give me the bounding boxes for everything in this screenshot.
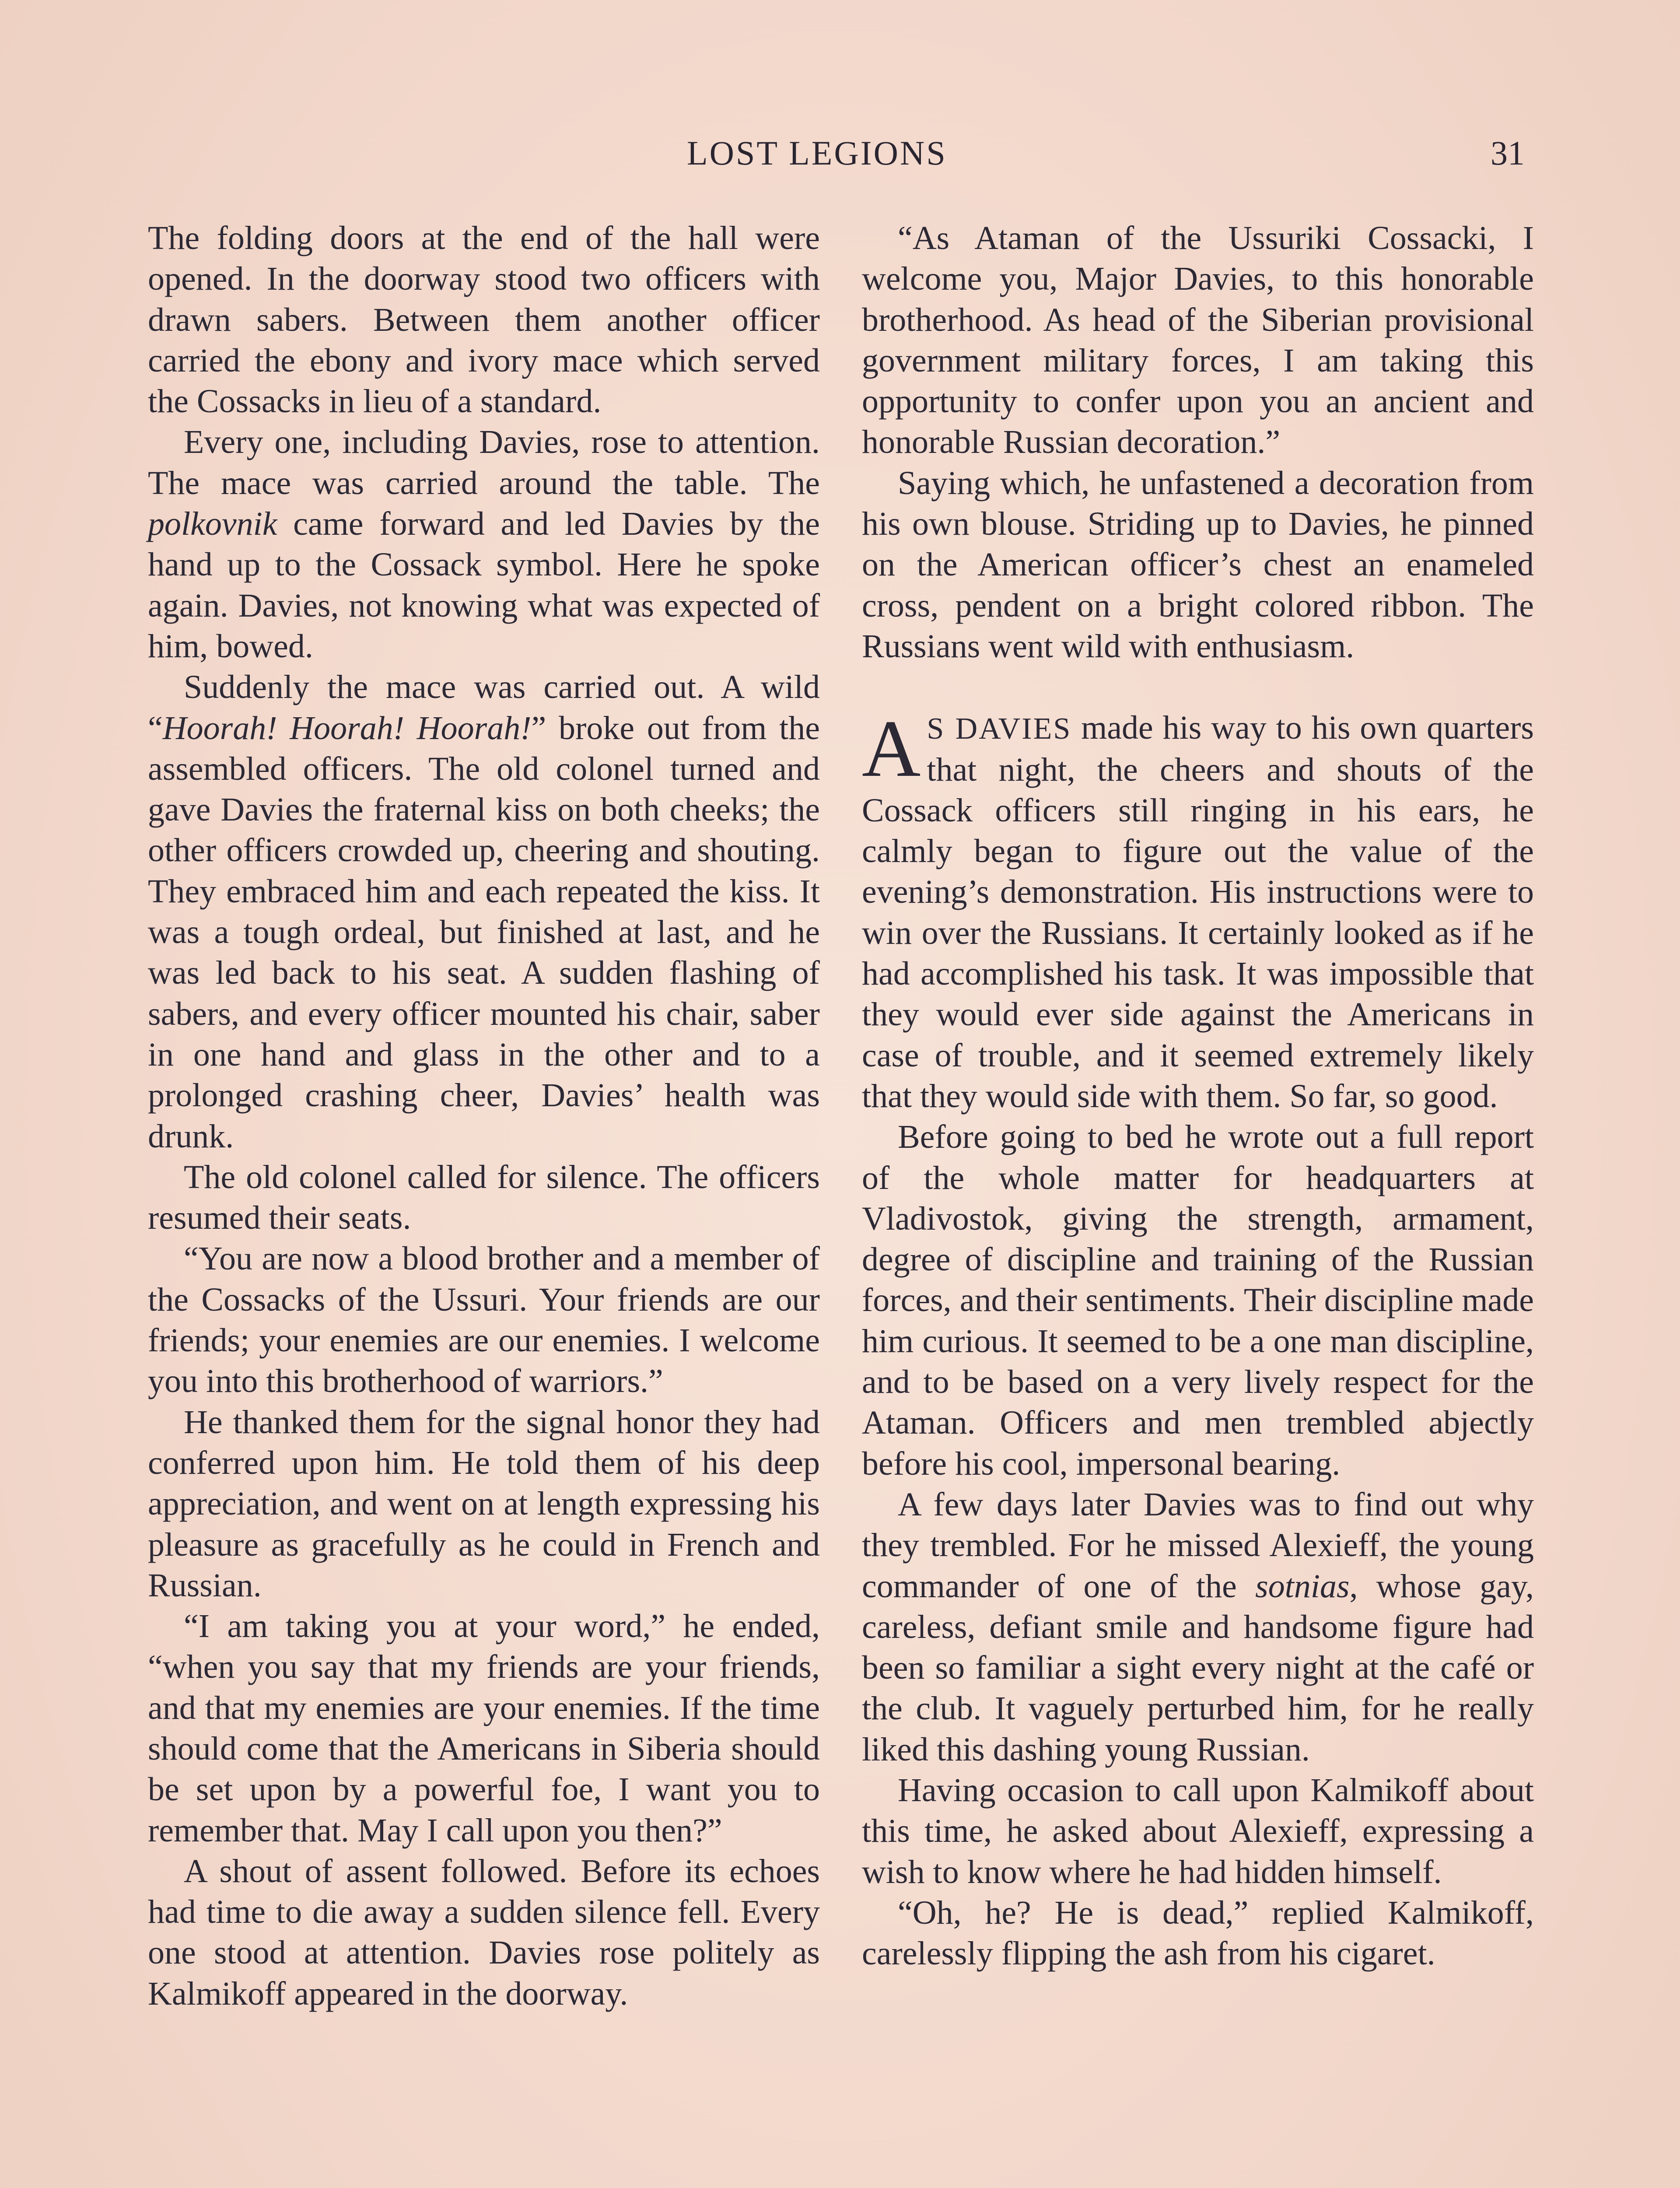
left-column [148, 218, 820, 2014]
paragraph: Suddenly the mace was carried out. A wild “Hoorah! Hoorah! Hoorah!” broke out from the assembled officers. The old colonel turned and gave Davies the fraternal kiss on both cheeks; the other officers crowded up, cheering and shouting. They embraced him and each repeated the kiss. It was a tough ordeal, but finished at last, and he was led back to his seat. A sudden flashing of sabers, and every officer mounted his chair, saber in one hand and glass in the other and to a prolonged crashing cheer, Davies’ health was drunk. [148, 669, 820, 1155]
running-head [0, 127, 1680, 179]
page-number: 31 [1491, 134, 1525, 172]
paragraph: A shout of assent followed. Before its echoes had time to die away a sudden silence fell. Every one stood at attention. Davies rose politely as Kalmikoff appeared in the doorway. [148, 1852, 820, 2012]
drop-cap: A [862, 704, 921, 794]
paragraph: Before going to bed he wrote out a full report of the whole matter for headquarters at Vladivostok, giving the strength, armament, degree of discipline and training of the Russian forces, and their sentiments. Their discipline made him curious. It seemed to be a one man discipline, and to be based on a very lively respect for the Ataman. Officers and men trembled abjectly before his cool, impersonal bearing. [862, 1119, 1534, 1482]
running-title: LOST LEGIONS [687, 134, 947, 172]
paragraph-text: made his way to his own quarters that night, the cheers and shouts of the Cossack officers still ringing in his ears, he calmly began to figure out the value of the evening’s demonstration. His instructions were to win over the Russians. It certainly looked as if he had accomplished his task. It was impossible that they would ever side against the Americans in case of trouble, and it seemed extremely likely that they would side with them. So far, so good. [862, 709, 1534, 1115]
paragraph: He thanked them for the signal honor they had conferred upon him. He told them of his deep appreciation, and went on at length expressing his pleasure as gracefully as he could in French and Russian. [148, 1403, 820, 1604]
small-caps-lead: S DAVIES [927, 712, 1072, 746]
section-break [862, 667, 1534, 708]
paragraph: “As Ataman of the Ussuriki Cossacki, I welcome you, Major Davies, to this honorable brotherhood. As head of the Siberian provisional government military forces, I am taking this opportunity to confer upon you an ancient and honorable Russian decoration.” [862, 220, 1534, 461]
section-opening-paragraph [862, 704, 1534, 1117]
paragraph: “You are now a blood brother and a member of the Cossacks of the Ussuri. Your friends are our friends; your enemies are our enemies. I welcome you into this brotherhood of warriors.” [148, 1240, 820, 1400]
paragraph: “I am taking you at your word,” he ended, “when you say that my friends are your friends, and that my enemies are your enemies. If the time should come that the Americans in Siberia should be set upon by a powerful foe, I want you to remember that. May I call upon you then?” [148, 1608, 820, 1849]
paragraph: Having occasion to call upon Kalmikoff about this time, he asked about Alexieff, expressing a wish to know where he had hidden himself. [862, 1771, 1534, 1890]
paragraph: The old colonel called for silence. The officers resumed their seats. [148, 1158, 820, 1237]
right-column [862, 218, 1534, 1974]
paragraph: Saying which, he unfastened a decoration from his own blouse. Striding up to Davies, he pinned on the American officer’s chest an enameled cross, pendent on a bright colored ribbon. The Russians went wild with enthusiasm. [862, 464, 1534, 665]
paragraph: The folding doors at the end of the hall were opened. In the doorway stood two officers with drawn sabers. Between them another officer carried the ebony and ivory mace which served the Cossacks in lieu of a standard. [148, 220, 820, 420]
paragraph: “Oh, he? He is dead,” replied Kalmikoff, carelessly flipping the ash from his cigaret. [862, 1894, 1534, 1972]
paragraph: Every one, including Davies, rose to attention. The mace was carried around the table. The polkovnik came forward and led Davies by the hand up to the Cossack symbol. Here he spoke again. Davies, not knowing what was expected of him, bowed. [148, 424, 820, 665]
paragraph: A few days later Davies was to find out why they trembled. For he missed Alexieff, the young commander of one of the sotnias, whose gay, careless, defiant smile and handsome figure had been so familiar a sight every night at the café or the club. It vaguely perturbed him, for he really liked this dashing young Russian. [862, 1486, 1534, 1768]
